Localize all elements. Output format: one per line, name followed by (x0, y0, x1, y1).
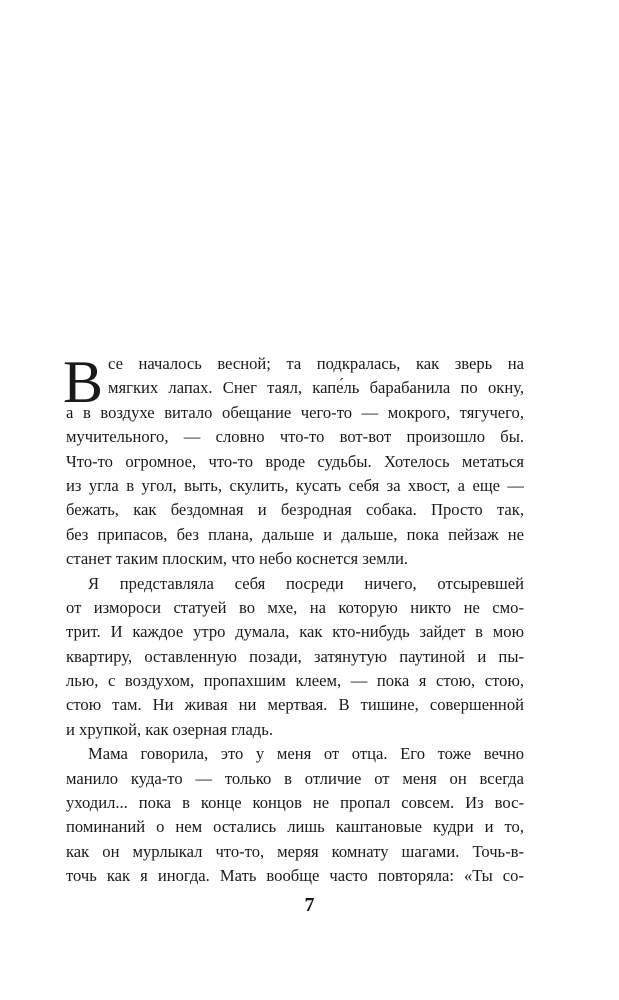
text-line: мягких лапах. Снег таял, капе́ль барабанила по окну, (108, 378, 524, 398)
page-number: 7 (304, 894, 315, 916)
text-line: станет таким плоским, что небо коснется земли. (66, 549, 409, 569)
drop-cap: В (63, 349, 104, 415)
text-line: трит. И каждое утро думала, как кто-нибудь зайдет в мою (66, 622, 524, 642)
text-line: лью, с воздухом, пропахшим клеем, — пока я стою, стою, (66, 671, 524, 691)
text-line: от измороси статуей во мхе, на которую никто не смо- (66, 597, 524, 617)
text-line: бежать, как бездомная и безродная собака. Просто так, (66, 500, 524, 520)
text-line: уходил... пока в конце концов не пропал совсем. Из вос- (66, 793, 524, 813)
text-line: се началось весной; та подкралась, как зверь на (108, 354, 524, 373)
text-line: без припасов, без плана, дальше и дальше, пока пейзаж не (66, 524, 524, 544)
text-line: Мама говорила, это у меня от отца. Его тоже вечно (88, 744, 524, 764)
text-line: стою там. Ни живая ни мертвая. В тишине, совершенной (66, 695, 524, 715)
text-line: из угла в угол, выть, скулить, кусать себя за хвост, а еще — (66, 475, 524, 495)
text-line: мучительного, — словно что-то вот-вот произошло бы. (66, 427, 524, 447)
text-line: и хрупкой, как озерная гладь. (66, 719, 273, 739)
text-line: как он мурлыкал что-то, меряя комнату шагами. Точь-в- (66, 841, 524, 861)
text-line: манило куда-то — только в отличие от меня он всегда (66, 768, 524, 788)
text-line: Я представляла себя посреди ничего, отсыревшей (88, 573, 524, 593)
body-text (63, 349, 524, 889)
text-line: а в воздухе витало обещание чего-то — мокрого, тягучего, (66, 402, 524, 422)
text-line: квартиру, оставленную позади, затянутую паутиной и пы- (66, 646, 524, 666)
text-line: поминаний о нем остались лишь каштановые кудри и то, (66, 817, 524, 837)
text-line: точь как я иногда. Мать вообще часто повторяла: «Ты со- (66, 866, 524, 886)
text-line: Что-то огромное, что-то вроде судьбы. Хотелось метаться (66, 451, 524, 471)
